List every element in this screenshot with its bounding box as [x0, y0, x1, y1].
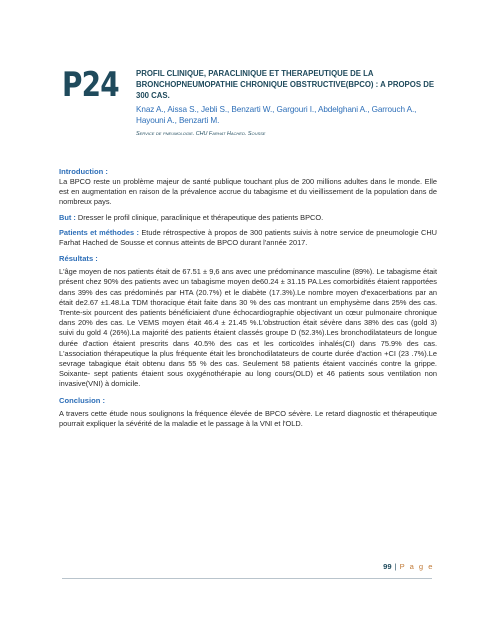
introduction-text: La BPCO reste un problème majeur de santé publique touchant plus de 200 millions adultes dans le monde. Elle est en augmentation en raison de la prévalence accrue du tabagisme et du vieillissement de la population dans de nombreux pays. [59, 177, 437, 207]
methods-label: Patients et méthodes : [59, 227, 139, 237]
page-number-footer [383, 562, 434, 571]
footer-rule [62, 578, 432, 579]
introduction-heading: Introduction : [59, 167, 108, 176]
conclusion-text: A travers cette étude nous soulignons la fréquence élevée de BPCO sévère. Le retard diagnostic et thérapeutique pourrait expliquer la sévérité de la maladie et le passage à la VNI et l'OLD. [59, 408, 437, 428]
page-number: 99 [383, 562, 392, 571]
but-text: Dresser le profil clinique, paraclinique et thérapeutique des patients BPCO. [75, 212, 324, 222]
page-separator: | [394, 562, 397, 571]
affiliation: Service de pneumologie. CHU Farhat Hached. Sousse [136, 131, 266, 137]
but-paragraph [59, 213, 437, 223]
abstract-header [136, 68, 446, 139]
abstract-code: P24 [62, 65, 119, 105]
abstract-title: PROFIL CLINIQUE, PARACLINIQUE ET THERAPEUTIQUE DE LA BRONCHOPNEUMOPATHIE CHRONIQUE OBSTRUCTIVE(BPCO) : A PROPOS DE 300 CAS. [136, 69, 435, 100]
abstract-body [59, 166, 437, 429]
but-label: But : [59, 212, 76, 222]
results-heading: Résultats : [59, 254, 98, 264]
methods-text: Etude rétrospective à propos de 300 patients suivis à notre service de pneumologie CHU Farhat Hached de Sousse et connus atteints de BPCO durant l'année 2017. [59, 227, 437, 248]
page-word: P a g e [399, 562, 434, 571]
methods-paragraph [59, 228, 437, 248]
results-text: L'âge moyen de nos patients était de 67.51 ± 9,6 ans avec une prédominance masculine (89%). Le tabagisme était présent chez 90% des patients avec un tabagisme moyen de60.24 ± 31.15 PA.Les comorbidités étaient rapportées dans 39% des cas prédominés par HTA (20.7%) et le diabète (17.3%).Le nombre moyen d'exacerbations par an était de2.67 ±1.48.La TDM thoracique était faite dans 30 % des cas montrant un emphysème dans 25% des cas. Trente-six pourcent des patients bénéficiaient d'une échocardiographie objectivant un cœur pulmonaire chronique dans 20% des cas. Le VEMS moyen était 46.4 ± 21.45 %.L'obstruction était sévère dans 38% des cas (gold 3) suivi du gold 4 (26%).La majorité des patients étaient classés groupe D (52.3%).Les bronchodilatateurs de longue durée d'action étaient prescrits dans 40.5% des cas et les corticoïdes inhalés(CI) dans 75.9% des cas. L'association thérapeutique la plus fréquente était les bronchodilatateurs de courte durée d'action +CI (23 .7%).Le sevrage tabagique était obtenu dans 55 % des cas. Seulement 58 patients étaient vaccinés contre la grippe. Soixante- sept patients étaient sous oxygénothérapie au long cours(OLD) et 46 patients sous ventilation non invasive(VNI) à domicile. [59, 267, 437, 389]
conclusion-heading: Conclusion : [59, 395, 105, 405]
author-list: Knaz A., Aissa S., Jebli S., Benzarti W., Gargouri I., Abdelghani A., Garrouch A., Hayouni A., Benzarti M. [136, 105, 417, 125]
